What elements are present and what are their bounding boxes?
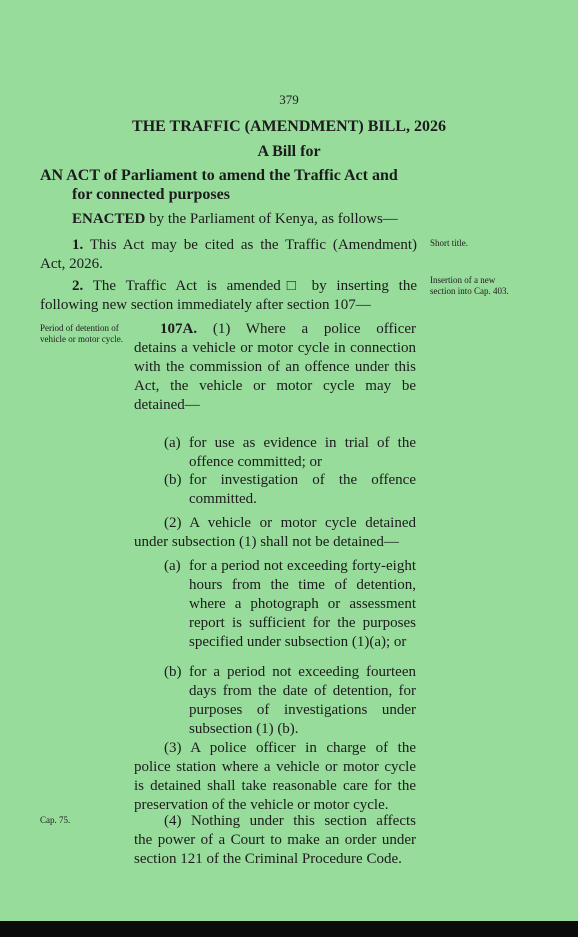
list-item bbox=[164, 557, 416, 652]
list-item bbox=[164, 663, 416, 739]
list-item bbox=[164, 471, 416, 509]
margin-note-short-title: Short title. bbox=[430, 238, 468, 248]
section-1-text: This Act may be cited as the Traffic (Amendment) bbox=[89, 237, 417, 253]
section-107a-sub3 bbox=[134, 739, 416, 815]
item-label: (a) bbox=[164, 558, 181, 574]
margin-note-period: Period of detention of vehicle or motor cycle. bbox=[40, 323, 123, 344]
section-1-line2: Act, 2026. bbox=[40, 256, 103, 272]
act-heading bbox=[40, 166, 420, 204]
section-107a-sub2 bbox=[134, 514, 416, 552]
sub4-first: (4) Nothing under this section affects bbox=[164, 813, 416, 829]
sub1-first-text: (1) Where a police officer bbox=[212, 321, 416, 337]
section-107a-number: 107A. bbox=[160, 321, 198, 337]
section-107a-sub1 bbox=[134, 320, 416, 415]
section-1-number: 1. bbox=[72, 237, 84, 253]
act-heading-line1: AN ACT of Parliament to amend the Traffic Act and bbox=[40, 167, 398, 184]
sub4-rest: the power of a Court to make an order under section 121 of the Criminal Procedure Code. bbox=[134, 832, 416, 867]
section-1-line1 bbox=[72, 236, 417, 255]
enacting-clause bbox=[72, 211, 432, 228]
sub3-rest: police station where a vehicle or motor cycle is detained shall take reasonable care for the preservation of the vehicle or motor cycle. bbox=[134, 759, 416, 813]
page-number: 379 bbox=[279, 92, 299, 107]
bill-title: THE TRAFFIC (AMENDMENT) BILL, 2026 bbox=[132, 118, 446, 135]
sub2-rest: under subsection (1) shall not be detained— bbox=[134, 534, 399, 550]
section-107a-sub1-rest: detains a vehicle or motor cycle in connection with the commission of an offence under this Act, the vehicle or motor cycle may be detained— bbox=[134, 340, 416, 413]
section-2-line2: following new section immediately after section 107— bbox=[40, 297, 371, 313]
act-heading-line2: for connected purposes bbox=[72, 186, 230, 203]
section-2-text: The Traffic Act is amended□ by inserting the bbox=[92, 278, 417, 294]
margin-note-cap75: Cap. 75. bbox=[40, 815, 71, 825]
item-text: for use as evidence in trial of the offence committed; or bbox=[189, 435, 416, 470]
item-label: (b) bbox=[164, 472, 182, 488]
item-text: for investigation of the offence committed. bbox=[189, 472, 416, 507]
sub3-first: (3) A police officer in charge of the bbox=[164, 740, 416, 756]
enacted-rest: by the Parliament of Kenya, as follows— bbox=[145, 211, 398, 227]
item-text: for a period not exceeding forty-eight hours from the time of detention, where a photograph or assessment report is sufficient for the purposes specified under subsection (1)(a); or bbox=[189, 558, 416, 650]
section-2-line1 bbox=[72, 277, 417, 296]
section-107a-sub1-first bbox=[134, 320, 416, 339]
bottom-bar bbox=[0, 921, 578, 937]
enacted-word: ENACTED bbox=[72, 211, 146, 227]
list-item bbox=[164, 434, 416, 472]
bill-subtitle: A Bill for bbox=[257, 143, 321, 160]
margin-note-insertion: Insertion of a new section into Cap. 403. bbox=[430, 275, 509, 296]
item-label: (a) bbox=[164, 435, 181, 451]
item-label: (b) bbox=[164, 664, 182, 680]
item-text: for a period not exceeding fourteen days from the date of detention, for purposes of investigations under subsection (1) (b). bbox=[189, 664, 416, 737]
sub2-first: (2) A vehicle or motor cycle detained bbox=[164, 515, 416, 531]
section-107a-sub4 bbox=[134, 812, 416, 869]
section-2-number: 2. bbox=[72, 278, 84, 294]
